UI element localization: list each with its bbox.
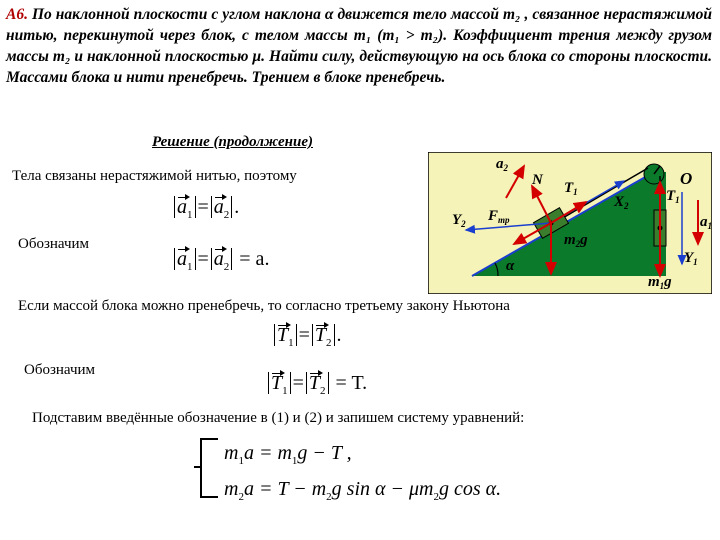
label-T1-incline: $T_1$: [564, 180, 578, 197]
problem-text: По наклонной плоскости с углом наклона α движется тело массой m₂ , связанное нерастяжимой нитью, перекинутой через блок, с телом массы m₁ (m₁ > m₂). Коэффициент трения между грузом массы m₂ и наклонной плоскостью μ. Найти силу, действующую на ось блока со стороны плоскости. Массами блока и нити пренебречь. Трением в блоке пренебречь.: [6, 6, 713, 86]
solution-line-1: Тела связаны нерастяжимой нитью, поэтому: [12, 168, 297, 184]
label-O: O: [680, 169, 693, 188]
equation-tension-2: $T_1 = T_2 = T$.: [266, 372, 367, 397]
solution-line-2: Если массой блока можно пренебречь, то согласно третьему закону Ньютона: [18, 298, 510, 314]
label-X2: $X_2$: [614, 194, 629, 211]
label-a2: $a_2$: [496, 156, 508, 173]
label-a1: $a_1$: [700, 214, 712, 231]
equation-tension-1: $T_1 = T_2$ .: [272, 324, 342, 349]
label-N: N: [532, 172, 543, 188]
incline-diagram: [428, 152, 712, 294]
solution-line-3: Подставим введённые обозначение в (1) и (2) и запишем систему уравнений:: [32, 410, 525, 426]
label-m2g: $m_2g$: [564, 232, 588, 249]
equation-accel-1: $a_1 = a_2$ .: [172, 196, 239, 221]
solution-heading: Решение (продолжение): [152, 134, 313, 150]
problem-label: А6.: [6, 6, 28, 23]
label-Y1: $Y_1$: [684, 250, 698, 267]
denote-2: Обозначим: [24, 362, 96, 378]
problem-statement: [6, 4, 712, 88]
system-equation-2: $m_2a = T - m_2g$ $\sin \alpha - \mu m_2g$ cos α.: [224, 478, 502, 503]
denote-1: Обозначим: [18, 236, 90, 252]
system-brace: [200, 438, 218, 498]
system-equation-1: $m_1a = m_1g - T$ ,: [224, 442, 352, 467]
label-T1-right: $T_1$: [666, 188, 680, 205]
label-alpha: α: [506, 258, 515, 274]
label-Y2: $Y_2$: [452, 212, 466, 229]
label-m1g: $m_1g$: [648, 274, 672, 291]
label-Ftr: $F_{тр}$: [488, 208, 510, 225]
equation-accel-2: $a_1 = a_2 = a$.: [172, 248, 269, 273]
